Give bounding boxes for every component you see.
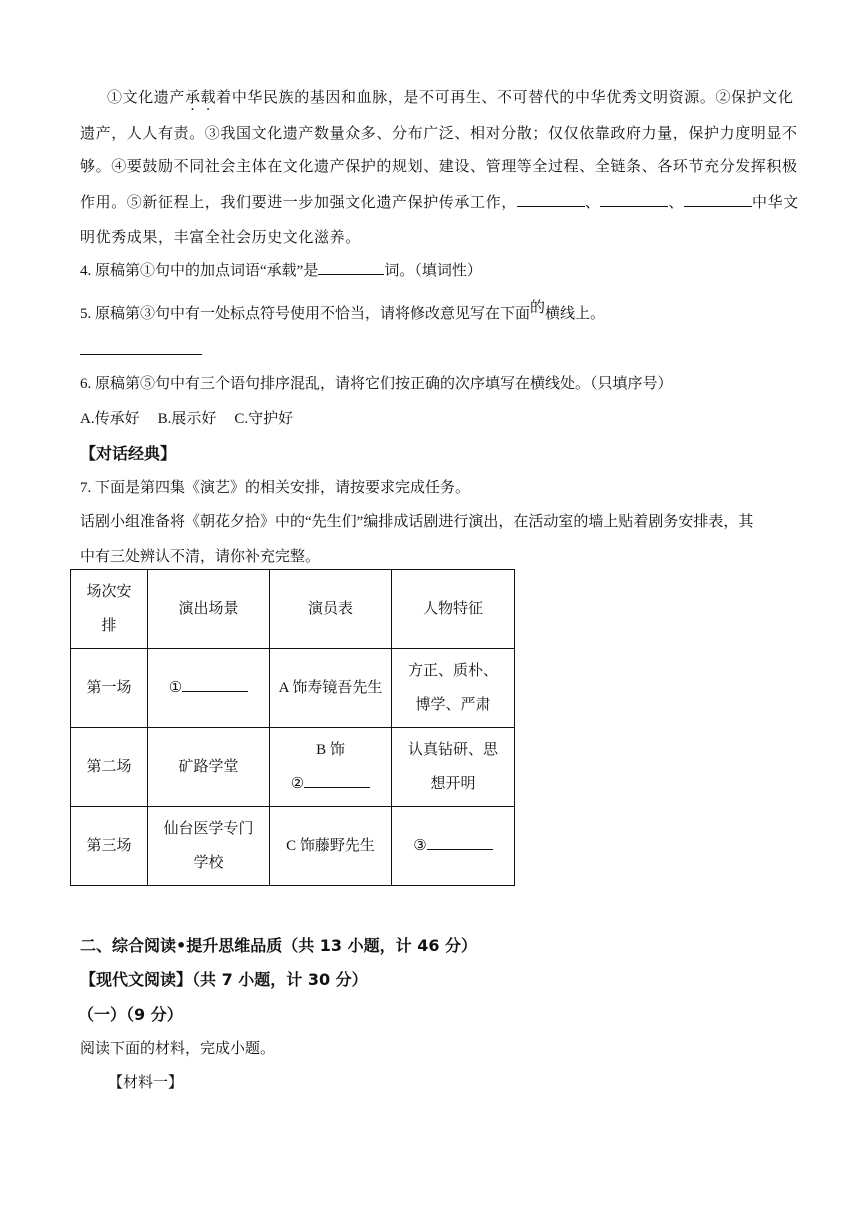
passage-text: 作用。⑤新征程上，我们要进一步加强文化遗产保护传承工作，: [80, 193, 517, 211]
blank-marker: ②: [290, 776, 305, 792]
option-a: A.传承好: [80, 411, 140, 427]
table-row: [71, 807, 515, 886]
modern-reading-heading: 【现代文阅读】（共 7 小题，计 30 分）: [80, 970, 368, 989]
scene-number-cell: 第三场: [71, 807, 148, 886]
trait-cell: [392, 728, 515, 807]
header-cell: 人物特征: [392, 570, 515, 649]
arrangement-table: [70, 569, 515, 886]
question-text: 的: [530, 300, 546, 316]
question-text: 5. 原稿第③句中有一处标点符号使用不恰当，请将修改意见写在下面: [80, 306, 531, 322]
option-c: C.守护好: [234, 411, 294, 427]
answer-blank[interactable]: [517, 191, 585, 207]
question-text: 横线上。: [545, 306, 606, 322]
header-cell: 演出场景: [148, 570, 270, 649]
passage-text: 、: [668, 193, 685, 211]
option-b: B.展示好: [157, 411, 217, 427]
passage-text: 、: [584, 193, 601, 211]
answer-blank[interactable]: [684, 191, 752, 207]
scene-cell: [148, 649, 270, 728]
material-1-label: 【材料一】: [108, 1075, 184, 1091]
dotted-char: 承: [185, 88, 201, 106]
actor-cell: C 饰藤野先生: [270, 807, 392, 886]
passage-line-2: 遗产，人人有责。③我国文化遗产数量众多、分布广泛、相对分散；仅仅依靠政府力量，保护力度明显不: [80, 124, 798, 142]
question-4: [80, 259, 482, 280]
passage-line-4: [80, 191, 799, 212]
passage-line-1: [107, 86, 793, 107]
table-row: [71, 728, 515, 807]
scene-cell: 矿路学堂: [148, 728, 270, 807]
scene-cell: [148, 807, 270, 886]
answer-blank[interactable]: [318, 259, 384, 275]
question-7-line-1: 7. 下面是第四集《演艺》的相关安排，请按要求完成任务。: [80, 480, 471, 496]
answer-blank[interactable]: [182, 676, 248, 692]
passage-text: 着中华民族的基因和血脉，是不可再生、不可替代的中华优秀文明资源。②保护文化: [216, 88, 794, 106]
blank-marker: ①: [168, 680, 183, 696]
answer-blank[interactable]: [304, 772, 370, 788]
passage-line-3: 够。④要鼓励不同社会主体在文化遗产保护的规划、建设、管理等全过程、全链条、各环节充分发挥积极: [80, 157, 798, 175]
question-text: 4. 原稿第①句中的加点词语“承载”是: [80, 263, 319, 279]
answer-line[interactable]: [80, 354, 202, 355]
table-header-row: [71, 570, 515, 649]
part-2-title: 二、综合阅读•提升思维品质（共 13 小题，计 46 分）: [80, 936, 478, 955]
actor-cell: [270, 728, 392, 807]
actor-cell: A 饰寿镜吾先生: [270, 649, 392, 728]
trait-cell: [392, 807, 515, 886]
trait-text: 认真钻研、思想开明: [407, 742, 498, 792]
question-7-line-3: 中有三处辨认不清，请你补充完整。: [80, 549, 321, 565]
blank-marker: ③: [413, 838, 427, 854]
passage-line-5: 明优秀成果，丰富全社会历史文化滋养。: [80, 228, 361, 246]
header-cell: [71, 570, 148, 649]
question-6-options: [80, 407, 293, 428]
reading-instruction: 阅读下面的材料，完成小题。: [80, 1041, 276, 1057]
section-heading-dialogue: 【对话经典】: [80, 444, 177, 463]
trait-text: 方正、质朴、博学、严肃: [408, 663, 499, 713]
passage-text: 中华文: [752, 193, 799, 211]
header-cell: 演员表: [270, 570, 392, 649]
question-6: 6. 原稿第⑤句中有三个语句排序混乱，请将它们按正确的次序填写在横线处。（只填序号）: [80, 376, 673, 392]
dotted-char: 载: [200, 88, 217, 106]
question-text: 词。（填词性）: [384, 263, 482, 279]
scene-number-cell: 第一场: [71, 649, 148, 728]
passage-text: ①文化遗产: [107, 88, 186, 106]
question-7-line-2: 话剧小组准备将《朝花夕拾》中的“先生们”编排成话剧进行演出，在活动室的墙上贴着剧务安排表，其: [80, 514, 754, 530]
trait-cell: [392, 649, 515, 728]
subsection-heading: （一）（9 分）: [78, 1005, 183, 1024]
header-text: 场次安排: [86, 584, 132, 634]
answer-blank[interactable]: [427, 834, 493, 850]
question-5: [80, 302, 605, 323]
table-row: [71, 649, 515, 728]
answer-blank[interactable]: [600, 191, 668, 207]
actor-text: B 饰: [316, 742, 345, 758]
scene-text: 仙台医学专门学校: [163, 821, 254, 871]
actor-blank-line: [274, 767, 387, 801]
scene-number-cell: 第二场: [71, 728, 148, 807]
